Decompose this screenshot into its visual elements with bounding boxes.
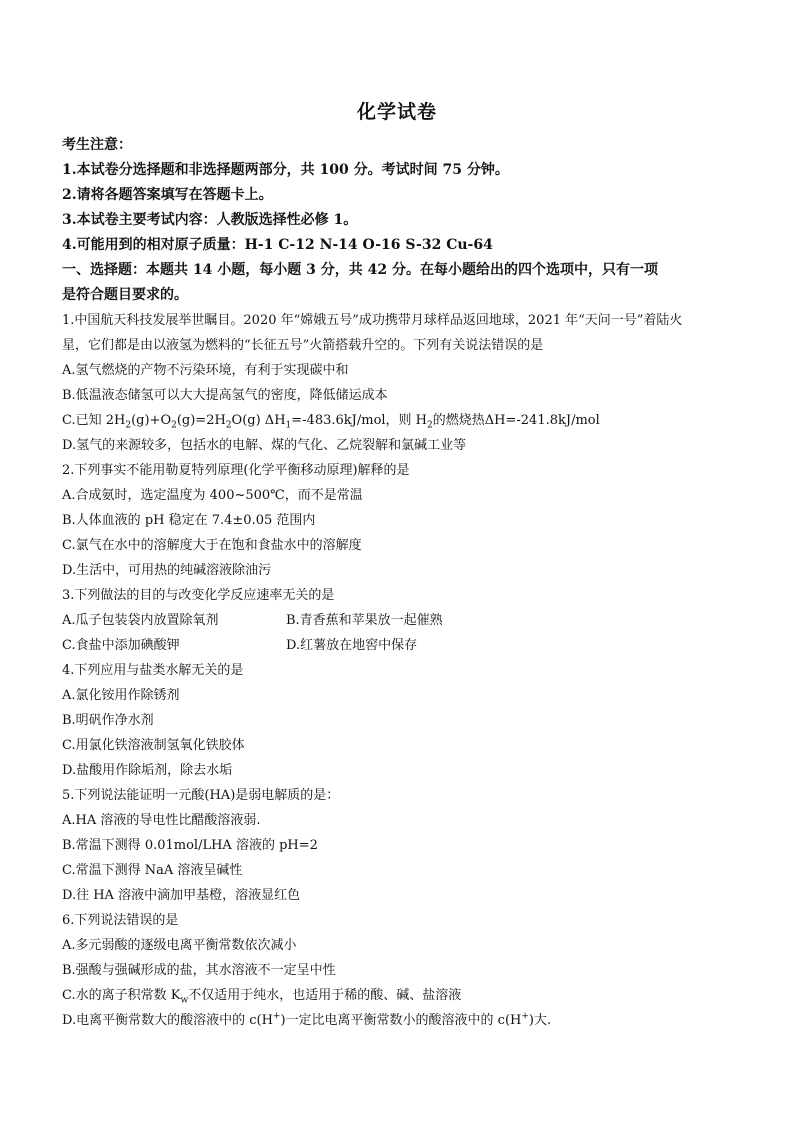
q6-option-c: C.水的离子积常数 $K_w$不仅适用于纯水，也适用于稀的酸、碱、盐溶液 bbox=[62, 988, 462, 1006]
q5-option-b: B.常温下测得 0.01mol/LHA 溶液的 pH=2 bbox=[62, 838, 318, 853]
q2-option-a: A.合成氨时，选定温度为 400~500℃，而不是常温 bbox=[62, 488, 363, 503]
q4-option-b: B.明矾作净水剂 bbox=[62, 713, 154, 728]
q4-stem: 4.下列应用与盐类水解无关的是 bbox=[62, 663, 244, 678]
q3-option-d: D.红薯放在地窖中保存 bbox=[286, 638, 418, 653]
q4-option-c: C.用氯化铁溶液制氢氧化铁胶体 bbox=[62, 738, 245, 753]
q4-option-a: A.氯化铵用作除锈剂 bbox=[62, 688, 180, 703]
q2-stem: 2.下列事实不能用勒夏特列原理(化学平衡移动原理)解释的是 bbox=[62, 463, 410, 478]
notice-item-2: 2.请将各题答案填写在答题卡上。 bbox=[62, 187, 273, 203]
q4-option-d: D.盐酸用作除垢剂，除去水垢 bbox=[62, 763, 233, 778]
notice-item-4: 4.可能用到的相对原子质量：H-1 C-12 N-14 O-16 S-32 Cu-64 bbox=[62, 237, 493, 253]
q3-option-b: B.青香蕉和苹果放一起催熟 bbox=[286, 613, 443, 628]
q2-option-d: D.生活中，可用热的纯碱溶液除油污 bbox=[62, 563, 272, 578]
q1-option-b: B.低温液态储氢可以大大提高氢气的密度，降低储运成本 bbox=[62, 388, 388, 403]
notice-item-1: 1.本试卷分选择题和非选择题两部分，共 100 分。考试时间 75 分钟。 bbox=[62, 162, 509, 178]
q1-option-a: A.氢气燃烧的产物不污染环境，有利于实现碳中和 bbox=[62, 363, 349, 378]
q1-stem-line1: 1.中国航天科技发展举世瞩目。2020 年“嫦娥五号”成功携带月球样品返回地球，2021 年“天问一号”着陆火 bbox=[62, 313, 683, 328]
q3-option-a: A.瓜子包装袋内放置除氧剂 bbox=[62, 613, 219, 628]
section-heading-line1: 一、选择题：本题共 14 小题，每小题 3 分，共 42 分。在每小题给出的四个选项中，只有一项 bbox=[62, 262, 658, 278]
q6-stem: 6.下列说法错误的是 bbox=[62, 913, 179, 928]
q5-stem: 5.下列说法能证明一元酸(HA)是弱电解质的是： bbox=[62, 788, 340, 803]
page-title: 化学试卷 bbox=[356, 101, 437, 123]
notice-item-3: 3.本试卷主要考试内容：人教版选择性必修 1。 bbox=[62, 212, 358, 228]
q5-option-c: C.常温下测得 NaA 溶液呈碱性 bbox=[62, 863, 243, 878]
q3-stem: 3.下列做法的目的与改变化学反应速率无关的是 bbox=[62, 588, 335, 603]
q2-option-b: B.人体血液的 pH 稳定在 7.4±0.05 范围内 bbox=[62, 513, 316, 528]
q1-option-c: C.已知 $2H_2(g)+O_2(g)=2H_2O(g)$ $\Delta H_1=-483.6kJ$/mol，则 $H_2$的燃烧热ΔH=-241.8kJ/mol bbox=[62, 413, 600, 431]
section-heading-line2: 是符合题目要求的。 bbox=[62, 287, 188, 303]
q5-option-d: D.往 HA 溶液中滴加甲基橙，溶液显红色 bbox=[62, 888, 301, 903]
q2-option-c: C.氯气在水中的溶解度大于在饱和食盐水中的溶解度 bbox=[62, 538, 362, 553]
q6-option-d: D.电离平衡常数大的酸溶液中的 c(H+)一定比电离平衡常数小的酸溶液中的 c(H+)大. bbox=[62, 1011, 552, 1028]
q1-stem-line2: 星，它们都是由以液氢为燃料的“长征五号”火箭搭载升空的。下列有关说法错误的是 bbox=[62, 338, 544, 353]
notice-heading: 考生注意： bbox=[62, 137, 132, 153]
q1-option-d: D.氢气的来源较多，包括水的电解、煤的气化、乙烷裂解和氯碱工业等 bbox=[62, 438, 467, 453]
q6-option-a: A.多元弱酸的逐级电离平衡常数依次减小 bbox=[62, 938, 297, 953]
q6-option-b: B.强酸与强碱形成的盐，其水溶液不一定呈中性 bbox=[62, 963, 336, 978]
q3-option-c: C.食盐中添加碘酸钾 bbox=[62, 638, 180, 653]
q5-option-a: A.HA 溶液的导电性比醋酸溶液弱. bbox=[62, 813, 261, 828]
